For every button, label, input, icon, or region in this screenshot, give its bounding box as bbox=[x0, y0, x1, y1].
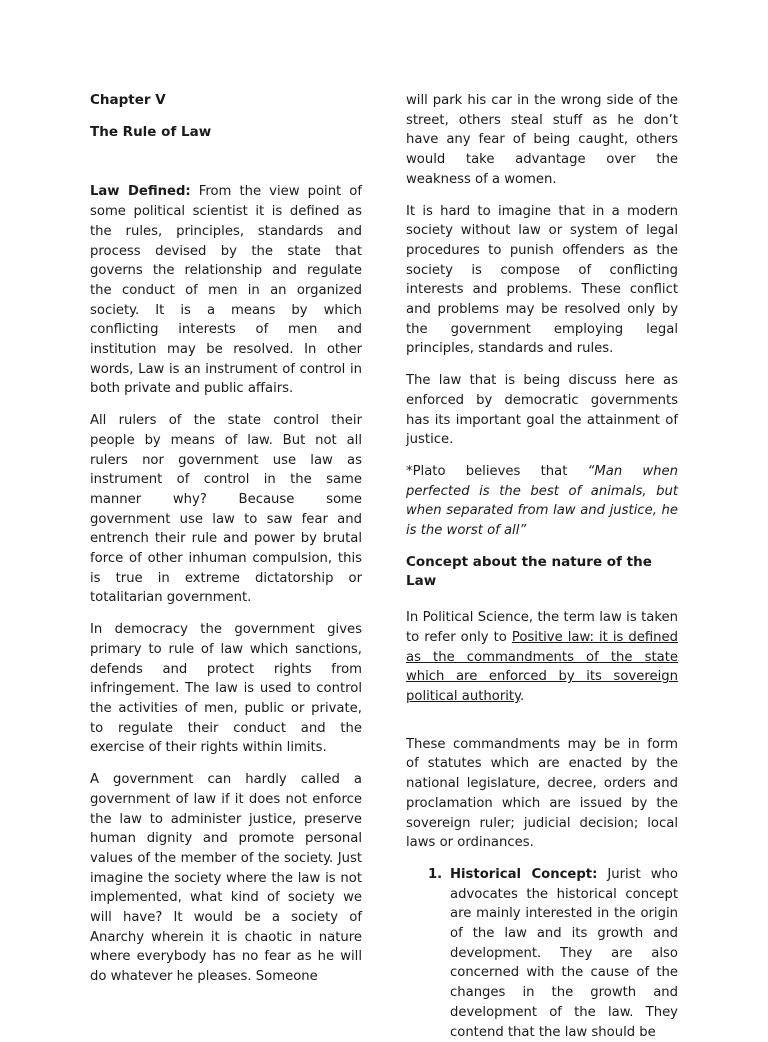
law-defined-lead: Law Defined: bbox=[90, 184, 191, 200]
law-defined-text: From the view point of some political scientist it is defined as the rules, principles, standards and process devised by the state that governs the relationship and regulate the conduct of men in an organized society. It is a means by which conflicting interests of men and institution may be resolved. In other words, Law is an instrument of control in both private and public affairs. bbox=[90, 184, 363, 397]
paragraph-rulers: All rulers of the state control their people by means of law. But not all rulers nor government use law as instrument of control in the same manner why? Because some government use law to saw fear and entrench their rule and power by brutal force of other inhuman compulsion, this is true in extreme dictatorship or totalitarian government. bbox=[90, 413, 362, 606]
paragraph-modern-society: It is hard to imagine that in a modern society without law or system of legal procedures to punish offenders as the society is compose of conflicting interests and problems. These conflict and problems may be resolved only by the government employing legal principles, standards and rules. bbox=[406, 203, 678, 357]
paragraph-democracy: In democracy the government gives primary to rule of law which sanctions, defends and protect rights from infringement. The law is used to control the activities of men, public or private, to regulate their conduct and the exercise of their rights within limits. bbox=[90, 622, 362, 756]
list-number: 1. bbox=[428, 866, 443, 882]
positive-law-prefix: In Political Science, the term law is taken to refer only to bbox=[406, 610, 678, 645]
left-column bbox=[90, 91, 362, 999]
paragraph-plato-quote bbox=[406, 462, 678, 541]
paragraph-justice-goal: The law that is being discuss here as enforced by democratic governments has its important goal the attainment of justice. bbox=[406, 373, 678, 448]
paragraph-positive-law bbox=[406, 608, 678, 707]
paragraph-law-defined bbox=[90, 182, 362, 399]
historical-concept-lead: Historical Concept: bbox=[450, 866, 598, 882]
right-column bbox=[406, 91, 678, 1042]
positive-law-suffix: . bbox=[520, 688, 525, 704]
paragraph-commandments: These commandments may be in form of statutes which are enacted by the national legislature, decree, orders and proclamation which are issued by the sovereign ruler; judicial decision; local laws or ordinances. bbox=[406, 736, 678, 851]
list-body bbox=[450, 865, 678, 1042]
chapter-title: The Rule of Law bbox=[90, 123, 212, 140]
section-heading-concept: Concept about the nature of the Law bbox=[406, 553, 652, 590]
plato-quote: “Man when perfected is the best of animals, but when separated from law and justice, he is the worst of all” bbox=[406, 463, 678, 539]
plato-prefix: *Plato believes that bbox=[406, 463, 588, 479]
chapter-label: Chapter V bbox=[90, 92, 166, 108]
historical-concept-text: Jurist who advocates the historical concept are mainly interested in the origin of the law and its growth and development. They are also concerned with the cause of the changes in the growth and development of the law. They contend that the law should be bbox=[450, 866, 678, 1040]
paragraph-continuation: will park his car in the wrong side of the street, others steal stuff as he don’t have any fear of being caught, others would take advantage over the weakness of a women. bbox=[406, 93, 678, 187]
positive-law-definition: Positive law: it is defined as the commandments of the state which are enforced by its sovereign political authority bbox=[406, 629, 678, 704]
list-item bbox=[406, 865, 678, 1042]
paragraph-government-of-law: A government can hardly called a government of law if it does not enforce the law to administer justice, preserve human dignity and promote personal values of the member of the society. Just imagine the society where the law is not implemented, what kind of society we will have? It would be a society of Anarchy wherein it is chaotic in nature where everybody has no fear as he will do whatever he pleases. Someone bbox=[90, 772, 362, 985]
